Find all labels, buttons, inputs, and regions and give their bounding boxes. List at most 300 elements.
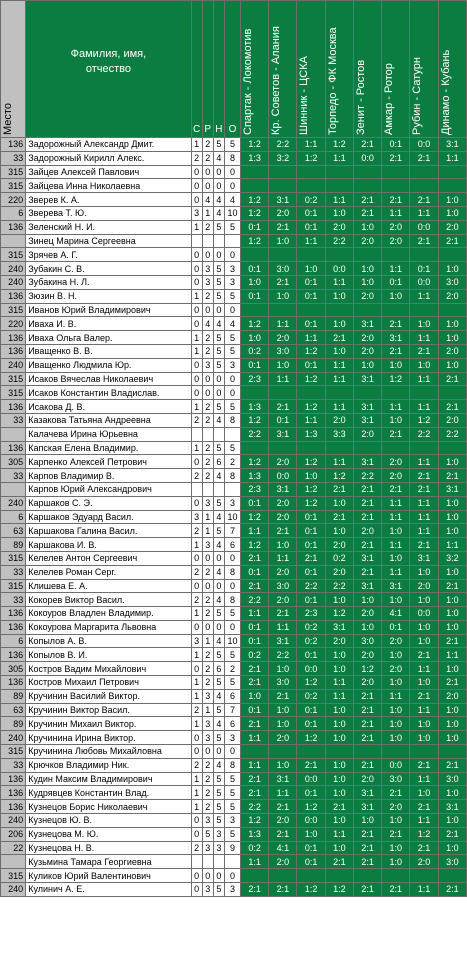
name-cell: Зрячев А. Г. <box>26 248 191 262</box>
prediction-cell: 0:0 <box>297 772 325 786</box>
prediction-cell: 1:1 <box>325 827 353 841</box>
prediction-cell: 1:2 <box>241 814 269 828</box>
prediction-cell: 3:1 <box>353 551 381 565</box>
name-cell: Задорожный Александр Дмит. <box>26 138 191 152</box>
prediction-cell: 3:0 <box>269 676 297 690</box>
stat-s-cell: 0 <box>191 179 202 193</box>
stat-s-cell: 1 <box>191 648 202 662</box>
prediction-cell: 2:1 <box>382 193 410 207</box>
prediction-cell <box>382 869 410 883</box>
prediction-cell: 1:0 <box>269 703 297 717</box>
prediction-cell: 2:1 <box>410 538 438 552</box>
prediction-cell: 0:1 <box>241 358 269 372</box>
stat-r-cell: 2 <box>202 758 213 772</box>
stat-s-cell: 0 <box>191 620 202 634</box>
place-cell: 89 <box>1 538 26 552</box>
name-cell: Кокоуров Владлен Владимир. <box>26 607 191 621</box>
prediction-cell: 1:0 <box>353 358 381 372</box>
prediction-cell: 2:1 <box>410 193 438 207</box>
prediction-cell: 1:1 <box>325 275 353 289</box>
prediction-cell <box>438 248 466 262</box>
prediction-cell: 1:0 <box>410 634 438 648</box>
prediction-cell <box>438 745 466 759</box>
stat-o-cell: 0 <box>224 248 240 262</box>
table-row <box>1 841 467 855</box>
name-cell: Зубакин С. В. <box>26 262 191 276</box>
stat-r-cell: 3 <box>202 689 213 703</box>
stat-o-cell: 5 <box>224 800 240 814</box>
prediction-cell: 3:0 <box>353 634 381 648</box>
place-cell: 305 <box>1 455 26 469</box>
prediction-cell: 3:0 <box>438 772 466 786</box>
prediction-cell: 2:0 <box>382 220 410 234</box>
prediction-cell: 2:2 <box>241 800 269 814</box>
table-row <box>1 193 467 207</box>
prediction-cell: 2:1 <box>353 193 381 207</box>
stat-n-cell: 0 <box>213 745 224 759</box>
place-cell: 63 <box>1 703 26 717</box>
prediction-cell <box>241 386 269 400</box>
prediction-cell: 1:0 <box>438 565 466 579</box>
prediction-cell: 3:0 <box>269 579 297 593</box>
prediction-cell: 1:0 <box>353 620 381 634</box>
prediction-cell: 1:0 <box>241 275 269 289</box>
stat-s-cell: 2 <box>191 593 202 607</box>
place-cell: 136 <box>1 786 26 800</box>
stat-n-cell: 5 <box>213 800 224 814</box>
prediction-cell: 0:2 <box>297 634 325 648</box>
stat-n-cell: 5 <box>213 344 224 358</box>
prediction-cell: 1:2 <box>325 138 353 152</box>
place-cell: 315 <box>1 165 26 179</box>
name-cell: Кузнецов Ю. В. <box>26 814 191 828</box>
name-cell: Карпов Юрий Александрович <box>26 482 191 496</box>
stat-s-cell: 0 <box>191 303 202 317</box>
prediction-cell: 3:1 <box>410 551 438 565</box>
table-row <box>1 289 467 303</box>
prediction-cell: 2:1 <box>325 331 353 345</box>
prediction-cell: 3:0 <box>438 275 466 289</box>
prediction-cell: 1:1 <box>241 524 269 538</box>
stat-o-cell <box>224 234 240 248</box>
stat-r-cell: 0 <box>202 620 213 634</box>
table-row <box>1 676 467 690</box>
name-cell: Калачева Ирина Юрьевна <box>26 427 191 441</box>
prediction-cell: 2:1 <box>410 469 438 483</box>
prediction-cell: 0:1 <box>297 855 325 869</box>
prediction-cell: 3:2 <box>438 551 466 565</box>
stat-o-cell: 3 <box>224 262 240 276</box>
stat-r-cell: 2 <box>202 469 213 483</box>
stat-n-cell: 0 <box>213 551 224 565</box>
table-row <box>1 565 467 579</box>
name-cell: Кокоурова Маргарита Львовна <box>26 620 191 634</box>
prediction-cell: 2:0 <box>325 413 353 427</box>
header-row <box>1 1 467 138</box>
prediction-cell: 1:0 <box>438 358 466 372</box>
prediction-cell: 2:1 <box>382 883 410 897</box>
place-cell: 6 <box>1 510 26 524</box>
stat-r-cell: 0 <box>202 165 213 179</box>
stat-s-cell: 0 <box>191 317 202 331</box>
place-cell: 136 <box>1 648 26 662</box>
stat-o-cell: 8 <box>224 593 240 607</box>
prediction-cell: 2:1 <box>325 800 353 814</box>
prediction-cell: 2:1 <box>410 151 438 165</box>
stat-n-cell: 5 <box>213 814 224 828</box>
prediction-cell: 1:0 <box>325 703 353 717</box>
prediction-cell: 1:1 <box>410 331 438 345</box>
prediction-cell: 1:0 <box>325 524 353 538</box>
stat-r-cell: 1 <box>202 524 213 538</box>
stat-r-cell: 2 <box>202 331 213 345</box>
table-row <box>1 413 467 427</box>
prediction-cell: 3:0 <box>382 772 410 786</box>
stat-header-o: О <box>224 1 240 138</box>
prediction-cell: 1:1 <box>382 496 410 510</box>
name-header: Фамилия, имя, отчество <box>26 1 191 138</box>
prediction-cell: 3:3 <box>325 427 353 441</box>
place-cell: 33 <box>1 151 26 165</box>
prediction-cell: 1:1 <box>297 234 325 248</box>
stat-r-cell: 1 <box>202 510 213 524</box>
prediction-cell: 1:0 <box>438 703 466 717</box>
stat-s-cell: 0 <box>191 662 202 676</box>
stat-s-cell: 2 <box>191 703 202 717</box>
prediction-cell: 1:0 <box>410 593 438 607</box>
place-cell: 136 <box>1 400 26 414</box>
table-row <box>1 772 467 786</box>
prediction-cell: 0:1 <box>297 510 325 524</box>
stat-r-cell <box>202 855 213 869</box>
prediction-cell: 1:0 <box>438 262 466 276</box>
prediction-cell: 1:0 <box>382 413 410 427</box>
prediction-cell: 0:1 <box>382 620 410 634</box>
prediction-cell: 3:1 <box>269 772 297 786</box>
stat-n-cell: 0 <box>213 869 224 883</box>
stat-s-cell: 0 <box>191 745 202 759</box>
prediction-cell: 1:0 <box>438 814 466 828</box>
prediction-cell <box>297 248 325 262</box>
name-cell: Зайцева Инна Николаевна <box>26 179 191 193</box>
name-cell: Зеленский Н. И. <box>26 220 191 234</box>
stat-n-cell: 5 <box>213 496 224 510</box>
stat-r-cell: 1 <box>202 634 213 648</box>
stat-s-cell: 0 <box>191 455 202 469</box>
stat-r-cell: 3 <box>202 883 213 897</box>
stat-r-cell: 3 <box>202 358 213 372</box>
place-cell: 305 <box>1 662 26 676</box>
stat-r-cell: 2 <box>202 400 213 414</box>
prediction-cell: 1:2 <box>382 372 410 386</box>
stat-r-cell: 0 <box>202 579 213 593</box>
place-cell: 22 <box>1 841 26 855</box>
match-header: Шинник - ЦСКА <box>297 1 325 138</box>
prediction-cell: 1:0 <box>410 717 438 731</box>
prediction-cell: 2:1 <box>382 482 410 496</box>
stat-s-cell: 1 <box>191 344 202 358</box>
stat-o-cell: 6 <box>224 538 240 552</box>
place-cell: 136 <box>1 620 26 634</box>
place-cell <box>1 234 26 248</box>
stat-r-cell: 0 <box>202 372 213 386</box>
place-cell: 315 <box>1 551 26 565</box>
prediction-cell: 1:0 <box>353 262 381 276</box>
table-row <box>1 510 467 524</box>
place-cell: 6 <box>1 206 26 220</box>
stat-n-cell: 4 <box>213 206 224 220</box>
prediction-cell: 2:1 <box>438 469 466 483</box>
prediction-cell: 1:0 <box>325 786 353 800</box>
stat-n-cell <box>213 427 224 441</box>
prediction-cell: 0:2 <box>241 648 269 662</box>
prediction-cell: 2:2 <box>410 427 438 441</box>
prediction-cell: 0:1 <box>382 275 410 289</box>
prediction-cell: 3:1 <box>325 620 353 634</box>
prediction-cell: 0:1 <box>297 717 325 731</box>
place-cell: 240 <box>1 883 26 897</box>
name-cell: Кокорев Виктор Васил. <box>26 593 191 607</box>
prediction-cell: 1:1 <box>382 538 410 552</box>
stat-n-cell: 5 <box>213 786 224 800</box>
prediction-cell <box>410 441 438 455</box>
prediction-cell: 1:1 <box>382 400 410 414</box>
name-cell: Карпов Владимир В. <box>26 469 191 483</box>
prediction-cell <box>410 248 438 262</box>
stat-n-cell: 0 <box>213 620 224 634</box>
prediction-cell: 3:1 <box>269 482 297 496</box>
stat-s-cell: 3 <box>191 634 202 648</box>
prediction-cell: 1:0 <box>325 317 353 331</box>
prediction-cell: 2:2 <box>325 579 353 593</box>
prediction-cell: 2:1 <box>382 317 410 331</box>
prediction-cell: 2:1 <box>353 827 381 841</box>
prediction-cell: 1:0 <box>410 786 438 800</box>
prediction-cell <box>269 179 297 193</box>
prediction-cell: 1:1 <box>410 772 438 786</box>
prediction-cell: 1:0 <box>438 593 466 607</box>
prediction-cell: 1:1 <box>382 689 410 703</box>
stat-r-cell: 3 <box>202 538 213 552</box>
table-row <box>1 662 467 676</box>
table-row <box>1 331 467 345</box>
prediction-cell: 2:1 <box>241 551 269 565</box>
match-header: Спартак - Локомотив <box>241 1 269 138</box>
prediction-cell: 2:0 <box>382 455 410 469</box>
stat-header-r: Р <box>202 1 213 138</box>
stat-o-cell: 3 <box>224 814 240 828</box>
prediction-cell: 1:2 <box>241 538 269 552</box>
stat-r-cell: 0 <box>202 303 213 317</box>
stat-s-cell: 0 <box>191 731 202 745</box>
prediction-cell: 1:0 <box>438 607 466 621</box>
prediction-cell: 0:1 <box>297 275 325 289</box>
stat-n-cell: 4 <box>213 413 224 427</box>
stat-r-cell: 2 <box>202 593 213 607</box>
prediction-cell: 2:0 <box>269 855 297 869</box>
prediction-cell: 3:0 <box>269 262 297 276</box>
place-cell: 136 <box>1 331 26 345</box>
stat-s-cell: 3 <box>191 510 202 524</box>
prediction-cell <box>269 303 297 317</box>
prediction-cell: 1:1 <box>410 455 438 469</box>
stat-header-s: С <box>191 1 202 138</box>
name-cell: Иваха Ольга Валер. <box>26 331 191 345</box>
stat-n-cell: 5 <box>213 772 224 786</box>
prediction-cell: 0:1 <box>241 620 269 634</box>
prediction-cell: 0:1 <box>241 262 269 276</box>
name-cell: Копылов А. В. <box>26 634 191 648</box>
name-cell: Кулинич А. Е. <box>26 883 191 897</box>
name-cell: Казакова Татьяна Андреевна <box>26 413 191 427</box>
prediction-cell: 0:1 <box>241 634 269 648</box>
stat-n-cell: 5 <box>213 441 224 455</box>
stat-r-cell: 2 <box>202 648 213 662</box>
prediction-cell: 1:1 <box>325 193 353 207</box>
name-cell: Иващенко В. В. <box>26 344 191 358</box>
stat-o-cell: 9 <box>224 841 240 855</box>
stat-r-cell: 2 <box>202 151 213 165</box>
prediction-cell: 3:1 <box>438 138 466 152</box>
prediction-cell: 2:0 <box>353 289 381 303</box>
stat-s-cell: 0 <box>191 496 202 510</box>
prediction-cell: 2:1 <box>353 206 381 220</box>
prediction-cell <box>325 303 353 317</box>
stat-o-cell: 5 <box>224 827 240 841</box>
stat-s-cell: 0 <box>191 551 202 565</box>
prediction-cell <box>353 248 381 262</box>
prediction-cell: 1:0 <box>382 676 410 690</box>
prediction-cell <box>382 179 410 193</box>
place-cell: 315 <box>1 179 26 193</box>
stat-o-cell: 10 <box>224 206 240 220</box>
prediction-cell: 1:1 <box>438 151 466 165</box>
table-row <box>1 689 467 703</box>
stat-r-cell: 4 <box>202 317 213 331</box>
prediction-cell: 0:0 <box>410 220 438 234</box>
prediction-cell: 3:1 <box>269 193 297 207</box>
name-cell: Карпенко Алексей Петрович <box>26 455 191 469</box>
prediction-cell: 1:2 <box>241 234 269 248</box>
prediction-cell <box>325 165 353 179</box>
prediction-cell <box>353 303 381 317</box>
name-cell: Исаков Вячеслав Николаевич <box>26 372 191 386</box>
table-row <box>1 427 467 441</box>
stat-r-cell: 3 <box>202 275 213 289</box>
stat-n-cell: 5 <box>213 607 224 621</box>
stat-n-cell: 0 <box>213 579 224 593</box>
stat-o-cell: 3 <box>224 883 240 897</box>
prediction-cell: 1:0 <box>438 662 466 676</box>
name-cell: Кузнецова М. Ю. <box>26 827 191 841</box>
prediction-cell: 1:2 <box>410 413 438 427</box>
prediction-cell: 2:1 <box>382 344 410 358</box>
prediction-cell: 1:1 <box>438 538 466 552</box>
prediction-cell: 1:0 <box>353 593 381 607</box>
stat-n-cell: 4 <box>213 538 224 552</box>
prediction-cell: 1:1 <box>410 662 438 676</box>
name-cell: Иващенко Людмила Юр. <box>26 358 191 372</box>
name-cell: Кузнецова Н. В. <box>26 841 191 855</box>
prediction-cell: 1:0 <box>325 648 353 662</box>
prediction-cell: 1:2 <box>297 482 325 496</box>
prediction-cell: 2:0 <box>382 469 410 483</box>
prediction-cell: 2:1 <box>297 758 325 772</box>
stat-r-cell: 4 <box>202 193 213 207</box>
stat-r-cell: 3 <box>202 262 213 276</box>
prediction-cell <box>241 303 269 317</box>
prediction-cell: 1:2 <box>297 151 325 165</box>
name-cell: Иваха И. В. <box>26 317 191 331</box>
prediction-cell: 1:0 <box>241 689 269 703</box>
stat-o-cell: 3 <box>224 731 240 745</box>
prediction-cell: 1:0 <box>438 510 466 524</box>
stat-s-cell: 0 <box>191 386 202 400</box>
table-row <box>1 731 467 745</box>
stat-s-cell: 0 <box>191 275 202 289</box>
prediction-cell: 3:1 <box>382 331 410 345</box>
place-cell: 315 <box>1 579 26 593</box>
stat-n-cell: 5 <box>213 648 224 662</box>
stat-o-cell: 5 <box>224 138 240 152</box>
prediction-cell: 3:1 <box>353 786 381 800</box>
prediction-cell: 0:0 <box>410 138 438 152</box>
stat-n-cell: 6 <box>213 455 224 469</box>
table-row <box>1 579 467 593</box>
prediction-cell: 1:1 <box>325 372 353 386</box>
prediction-cell: 0:1 <box>297 289 325 303</box>
stat-s-cell: 1 <box>191 772 202 786</box>
table-row <box>1 634 467 648</box>
prediction-cell: 0:1 <box>297 648 325 662</box>
prediction-cell: 1:2 <box>297 800 325 814</box>
prediction-cell: 2:0 <box>353 344 381 358</box>
prediction-cell: 1:0 <box>325 289 353 303</box>
stat-r-cell: 1 <box>202 703 213 717</box>
prediction-cell: 2:0 <box>269 206 297 220</box>
prediction-cell: 1:1 <box>410 496 438 510</box>
stat-s-cell: 0 <box>191 869 202 883</box>
prediction-cell: 1:0 <box>438 331 466 345</box>
stat-s-cell <box>191 482 202 496</box>
table-row <box>1 869 467 883</box>
stat-o-cell <box>224 855 240 869</box>
prediction-cell: 4:1 <box>382 607 410 621</box>
prediction-cell <box>438 303 466 317</box>
stat-r-cell: 2 <box>202 607 213 621</box>
prediction-cell: 1:1 <box>325 400 353 414</box>
prediction-cell: 2:1 <box>410 758 438 772</box>
prediction-cell: 2:1 <box>269 524 297 538</box>
table-row <box>1 551 467 565</box>
prediction-cell <box>410 869 438 883</box>
stat-s-cell: 2 <box>191 758 202 772</box>
table-row <box>1 703 467 717</box>
stat-r-cell: 3 <box>202 717 213 731</box>
stat-o-cell <box>224 427 240 441</box>
stat-r-cell: 2 <box>202 662 213 676</box>
stat-s-cell: 1 <box>191 676 202 690</box>
prediction-cell <box>325 745 353 759</box>
prediction-cell: 3:1 <box>353 579 381 593</box>
prediction-cell: 2:0 <box>382 634 410 648</box>
prediction-cell: 0:1 <box>297 593 325 607</box>
prediction-cell: 1:0 <box>297 262 325 276</box>
prediction-cell: 2:0 <box>410 579 438 593</box>
stat-o-cell: 5 <box>224 786 240 800</box>
place-cell: 136 <box>1 607 26 621</box>
prediction-cell: 0:1 <box>297 317 325 331</box>
